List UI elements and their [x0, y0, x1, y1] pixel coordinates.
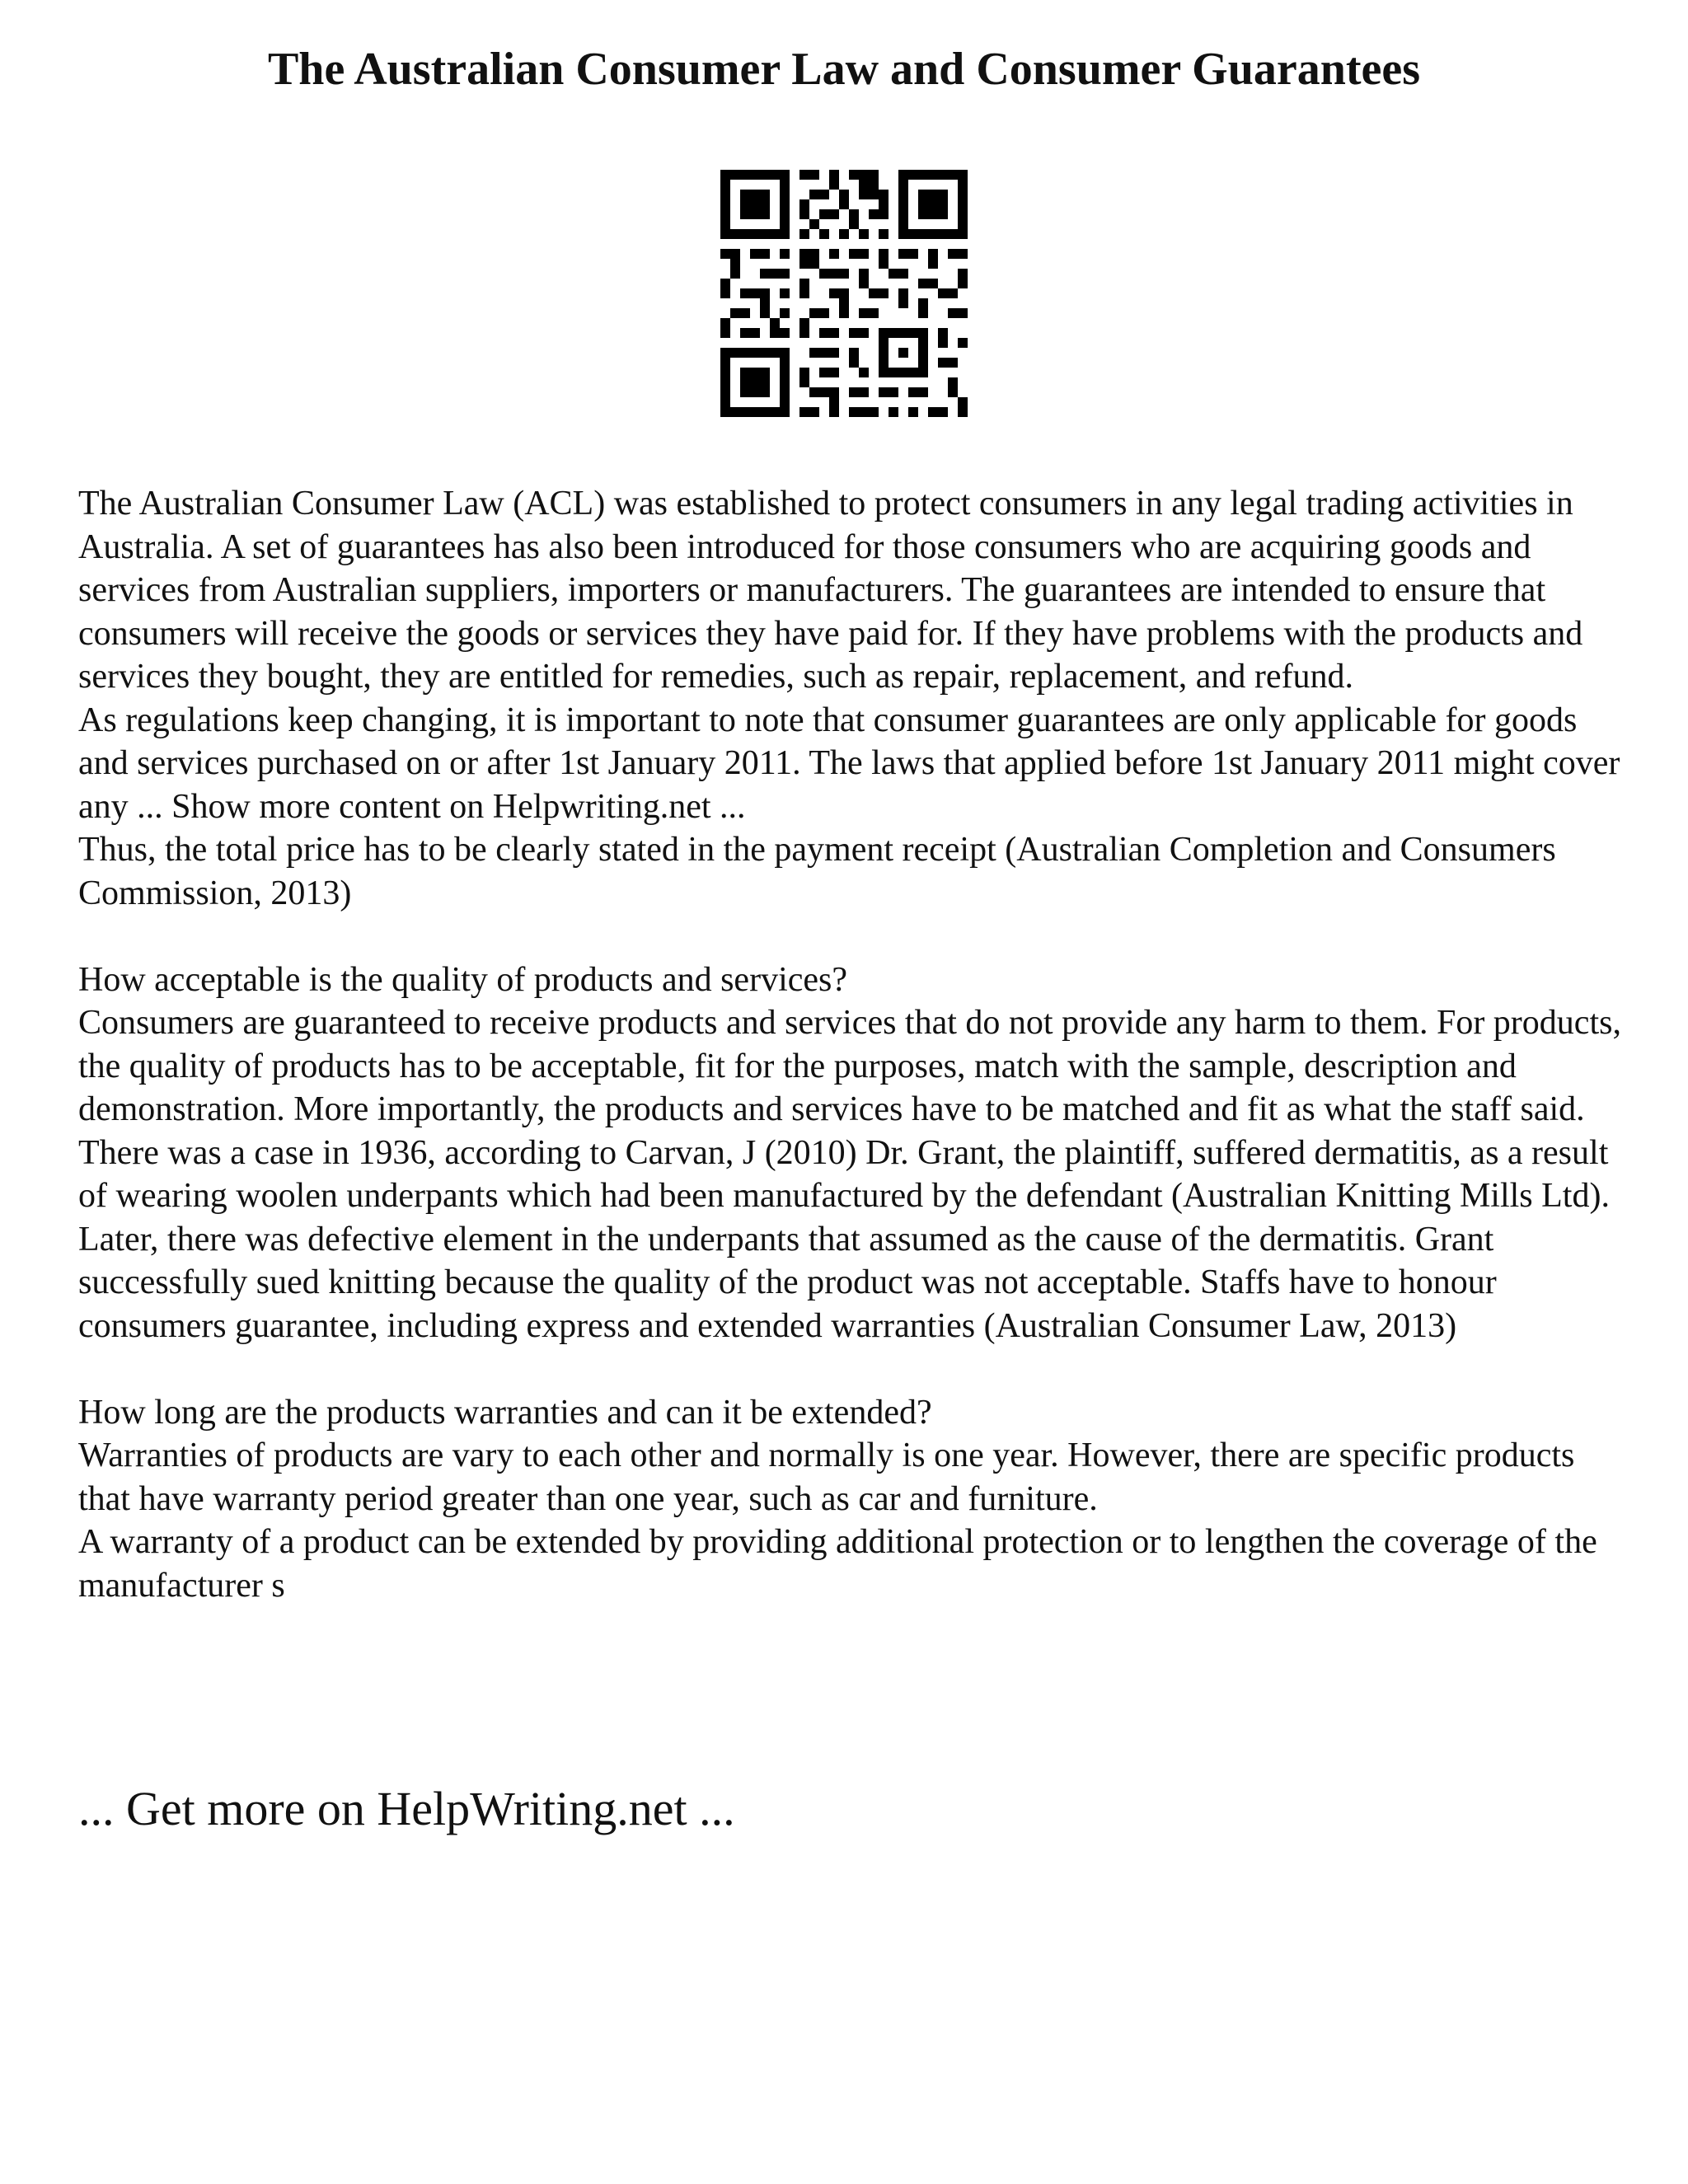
qr-code-icon — [720, 170, 968, 417]
body-paragraph: Thus, the total price has to be clearly stated in the payment receipt (Australian Completion and Consumers Commission, 2013) — [78, 831, 1556, 912]
body-paragraph: As regulations keep changing, it is important to note that consumer guarantees are only applicable for goods and services purchased on or after 1st January 2011. The laws that applied before 1st January 2011 might cover any ... Show more content on Helpwriting.net ... — [78, 701, 1620, 826]
body-paragraph: Warranties of products are vary to each other and normally is one year. However, there are specific products that have warranty period greater than one year, such as car and furniture. — [78, 1436, 1575, 1518]
body-paragraph: Consumers are guaranteed to receive products and services that do not provide any harm to them. For products, the quality of products has to be acceptable, fit for the purposes, match with the sample, description and demonstration. More importantly, the products and services have to be matched and fit as what the staff said. — [78, 1004, 1621, 1128]
get-more-link[interactable]: ... Get more on HelpWriting.net ... — [78, 1782, 735, 1835]
qr-code — [720, 170, 968, 417]
article-body — [78, 482, 1628, 1607]
document-title: The Australian Consumer Law and Consumer Guarantees — [267, 44, 1421, 95]
section-question: How long are the products warranties and can it be extended? — [78, 1393, 932, 1432]
section-question: How acceptable is the quality of products and services? — [78, 960, 848, 999]
paragraph-spacer — [78, 915, 1628, 958]
body-paragraph: The Australian Consumer Law (ACL) was established to protect consumers in any legal trading activities in Australia. A set of guarantees has also been introduced for those consumers who are acquiring goods and services from Australian suppliers, importers or manufacturers. The guarantees are intended to ensure that consumers will receive the goods or services they have paid for. If they have problems with the products and services they bought, they are entitled for remedies, such as repair, replacement, and refund. — [78, 485, 1583, 696]
paragraph-spacer — [78, 1347, 1628, 1391]
body-paragraph: There was a case in 1936, according to Carvan, J (2010) Dr. Grant, the plaintiff, suffered dermatitis, as a result of wearing woolen underpants which had been manufactured by the defendant (Australian Knitting Mills Ltd). Later, there was defective element in the underpants that assumed as the cause of the dermatitis. Grant successfully sued knitting because the quality of the product was not acceptable. Staffs have to honour consumers guarantee, including express and extended warranties (Australian Consumer Law, 2013) — [78, 1133, 1610, 1345]
body-paragraph: A warranty of a product can be extended by providing additional protection or to lengthen the coverage of the manufacturer s — [78, 1523, 1597, 1605]
